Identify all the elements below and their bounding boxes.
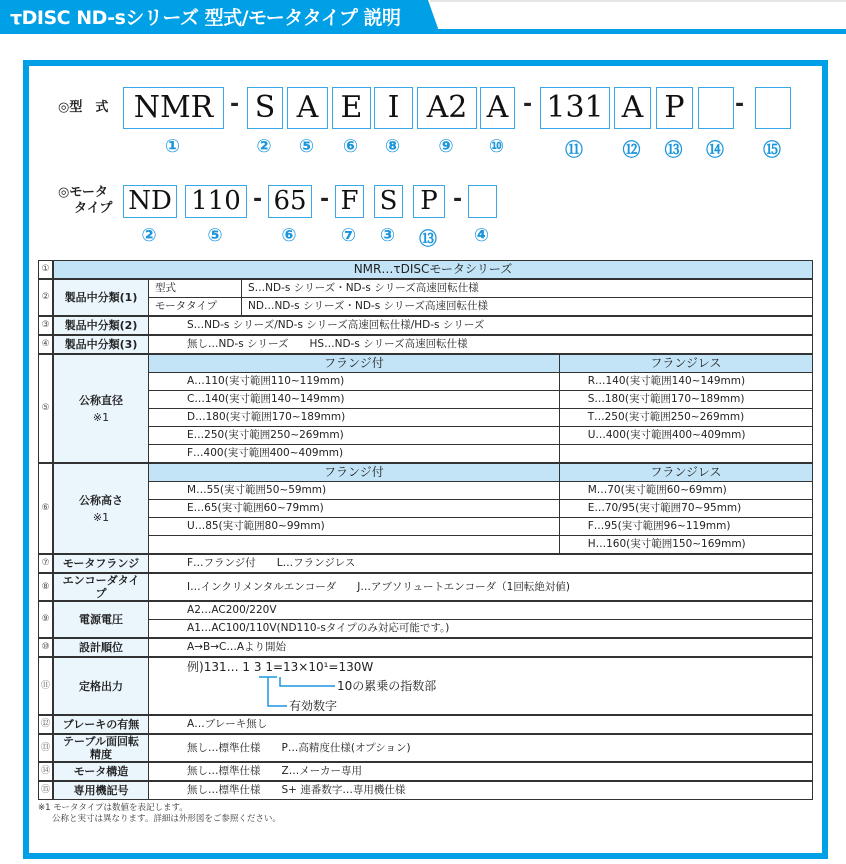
row-number: ⑨: [39, 601, 54, 638]
circled-number: ⑮: [763, 140, 781, 161]
circled-number: ⑭: [706, 140, 724, 161]
code-box: S: [247, 87, 283, 129]
sub-label: モータタイプ: [149, 298, 242, 317]
code-box: A2: [417, 87, 477, 129]
circled-number: ③: [379, 225, 396, 246]
dash-separator: -: [735, 92, 745, 117]
example-text: 例)131… 1 3 1=13×10¹=130W: [187, 660, 374, 674]
row-label: テーブル面回転精度: [53, 734, 149, 762]
cell: A1…AC100/110V(ND110-sタイプのみ対応可能です。): [149, 620, 813, 639]
flange-cell: E…250(実寸範囲250~269mm): [149, 427, 560, 445]
circled-number: ①: [164, 136, 181, 157]
flangeless-cell: M…70(実寸範囲60~69mm): [559, 482, 812, 500]
row-label: ブレーキの有無: [53, 715, 149, 734]
rated-output-example: [149, 657, 813, 715]
code-box: I: [374, 87, 413, 129]
row-number: ⑥: [39, 463, 54, 554]
cell: A→B→C…Aより開始: [149, 638, 813, 657]
row-number: ⑬: [39, 734, 54, 762]
cell: S…ND-s シリーズ/ND-s シリーズ高速回転仕様/HD-s シリーズ: [149, 316, 813, 335]
cell: 無し…標準仕様 P…高精度仕様(オプション): [149, 734, 813, 762]
code-box: S: [374, 185, 403, 218]
row-number: ⑫: [39, 715, 54, 734]
row-label: 製品中分類(2): [53, 316, 149, 335]
circled-number: ⑥: [342, 136, 359, 157]
dash-separator: -: [230, 92, 240, 117]
circled-number: ⑬: [419, 229, 437, 250]
row-label: モータ構造: [53, 762, 149, 781]
row-number: ⑤: [39, 354, 54, 463]
footnote-line: ※1 モータタイプは数値を表記します。: [38, 803, 188, 813]
row-label: [53, 354, 149, 463]
row-label-text: 公称直径: [79, 393, 124, 407]
cell: S…ND-s シリーズ・ND-s シリーズ高速回転仕様: [242, 279, 813, 298]
cell: A…ブレーキ無し: [149, 715, 813, 734]
code-box: 131: [540, 87, 610, 129]
row-label: [53, 463, 149, 554]
row-label: 専用機記号: [53, 781, 149, 800]
code-box: P: [656, 87, 693, 129]
flange-cell: U…85(実寸範囲80~99mm): [149, 518, 560, 536]
row-label: エンコーダタイプ: [53, 573, 149, 601]
row-label: 設計順位: [53, 638, 149, 657]
row-label: 製品中分類(3): [53, 335, 149, 354]
row-number: ⑧: [39, 573, 54, 601]
flange-cell: M…55(実寸範囲50~59mm): [149, 482, 560, 500]
code-box: A: [480, 87, 515, 129]
motor-label-1: ◎モータ: [58, 185, 108, 200]
row-number: ①: [39, 261, 54, 280]
circled-number: ⑧: [384, 136, 401, 157]
series-header: NMR…τDISCモータシリーズ: [53, 261, 812, 280]
flange-cell: D…180(実寸範囲170~189mm): [149, 409, 560, 427]
circled-number: ⑨: [438, 136, 454, 157]
significant-digits-note: 有効数字: [289, 699, 338, 713]
dash-separator: -: [253, 187, 263, 212]
title-bar: [0, 0, 846, 34]
flange-cell: F…400(実寸範囲400~409mm): [149, 445, 560, 464]
exponent-note: 10の累乗の指数部: [337, 679, 437, 693]
dash-separator: -: [523, 92, 533, 117]
cell: F…フランジ付 L…フランジレス: [149, 554, 813, 573]
circled-number: ⑦: [340, 225, 357, 246]
flangeless-cell: U…400(実寸範囲400~409mm): [559, 427, 812, 445]
code-box: ND: [123, 185, 177, 218]
flangeless-cell: T…250(実寸範囲250~269mm): [559, 409, 812, 427]
code-box: [468, 185, 497, 218]
cell: 無し…標準仕様 S+ 連番数字…専用機仕様: [149, 781, 813, 800]
code-box: A: [614, 87, 651, 129]
flangeless-cell: R…140(実寸範囲140~149mm): [559, 373, 812, 391]
row-number: ⑦: [39, 554, 54, 573]
cell: A2…AC200/220V: [149, 601, 813, 620]
circled-number: ⑤: [207, 225, 223, 246]
row-number: ⑪: [39, 657, 54, 715]
sub-label: 型式: [149, 279, 242, 298]
row-number: ⑩: [39, 638, 54, 657]
row-number: ④: [39, 335, 54, 354]
code-box: 110: [185, 185, 247, 218]
flange-cell: [149, 536, 560, 555]
circled-number: ⑬: [664, 140, 683, 161]
row-label: 定格出力: [53, 657, 149, 715]
row-number: ②: [39, 279, 54, 316]
code-box: NMR: [123, 87, 224, 129]
code-box: F: [335, 185, 364, 218]
flangeless-header: フランジレス: [559, 354, 812, 373]
flange-cell: C…140(実寸範囲140~149mm): [149, 391, 560, 409]
row-number: ③: [39, 316, 54, 335]
row-number: ⑮: [39, 781, 54, 800]
cell: I…インクリメンタルエンコーダ J…アブソリュートエンコーダ（1回転絶対値): [149, 573, 813, 601]
row-label: 製品中分類(1): [53, 279, 149, 316]
circled-number: ⑫: [622, 140, 641, 161]
code-box: [698, 87, 734, 129]
code-box: A: [287, 87, 328, 129]
flange-cell: E…65(実寸範囲60~79mm): [149, 500, 560, 518]
note-mark: ※1: [92, 510, 110, 524]
circled-number: ⑤: [298, 136, 315, 157]
model-label: ◎型 式: [58, 100, 109, 115]
cell: ND…ND-s シリーズ・ND-s シリーズ高速回転仕様: [242, 298, 813, 317]
flangeless-cell: H…160(実寸範囲150~169mm): [559, 536, 812, 555]
row-label-text: 公称高さ: [79, 493, 124, 507]
circled-number: ⑥: [281, 225, 297, 246]
flange-cell: A…110(実寸範囲110~119mm): [149, 373, 560, 391]
footnote-line: 公称と実寸は異なります。詳細は外形図をご参照ください。: [52, 814, 281, 824]
code-box: 65: [268, 185, 312, 218]
spec-section: [38, 260, 813, 825]
motor-label-2: タイプ: [74, 201, 113, 216]
page-title: τDISC ND-sシリーズ 型式/モータタイプ 説明: [10, 7, 401, 29]
footnote: [38, 803, 813, 825]
cell: 無し…ND-s シリーズ HS…ND-s シリーズ高速回転仕様: [149, 335, 813, 354]
flangeless-cell: E…70/95(実寸範囲70~95mm): [559, 500, 812, 518]
dash-separator: -: [453, 187, 463, 212]
circled-number: ⑩: [488, 136, 505, 157]
row-number: ⑭: [39, 762, 54, 781]
circled-number: ⑪: [565, 140, 583, 161]
circled-number: ④: [473, 225, 490, 246]
dash-separator: -: [320, 187, 330, 212]
row-label: モータフランジ: [53, 554, 149, 573]
flangeless-cell: F…95(実寸範囲96~119mm): [559, 518, 812, 536]
flangeless-cell: S…180(実寸範囲170~189mm): [559, 391, 812, 409]
note-mark: ※1: [92, 410, 110, 424]
spec-table: [38, 260, 813, 800]
circled-number: ②: [141, 225, 157, 246]
code-box: P: [413, 185, 445, 218]
circled-number: ②: [256, 136, 272, 157]
code-box: E: [332, 87, 371, 129]
flangeless-cell: [559, 445, 812, 464]
flangeless-header: フランジレス: [559, 463, 812, 482]
flange-header: フランジ付: [149, 354, 560, 373]
code-box: [755, 87, 791, 129]
flange-header: フランジ付: [149, 463, 560, 482]
row-label: 電源電圧: [53, 601, 149, 638]
cell: 無し…標準仕様 Z…メーカー専用: [149, 762, 813, 781]
